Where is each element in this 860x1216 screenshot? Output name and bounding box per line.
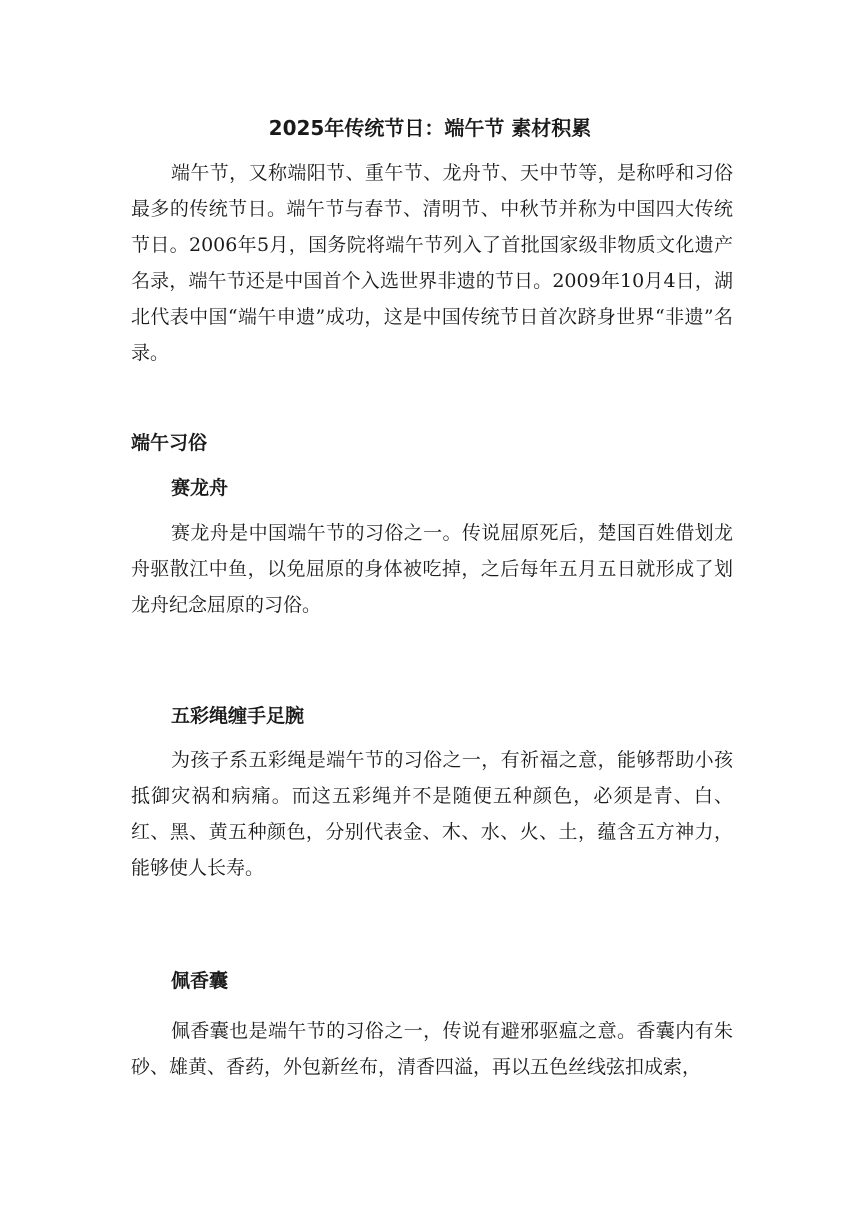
- custom-heading-dragon-boat: 赛龙舟: [171, 477, 229, 499]
- custom-paragraph-five-color-rope: 为孩子系五彩绳是端午节的习俗之一，有祈福之意，能够帮助小孩抵御灾祸和病痛。而这五彩绳并不是随便五种颜色，必须是青、白、红、黑、黄五种颜色，分别代表金、木、水、火、土，蕴含五方神力，能够使人长寿。: [131, 749, 733, 879]
- intro-paragraph: 端午节，又称端阳节、重午节、龙舟节、天中节等，是称呼和习俗最多的传统节日。端午节与春节、清明节、中秋节并称为中国四大传统节日。2006年5月，国务院将端午节列入了首批国家级非物质文化遗产名录，端午节还是中国首个入选世界非遗的节日。2009年10月4日，湖北代表中国“端午申遗”成功，这是中国传统节日首次跻身世界“非遗”名录。: [131, 162, 733, 364]
- custom-paragraph-sachet: 佩香囊也是端午节的习俗之一，传说有避邪驱瘟之意。香囊内有朱砂、雄黄、香药，外包新丝布，清香四溢，再以五色丝线弦扣成索，: [131, 1020, 733, 1078]
- custom-heading-five-color-rope: 五彩绳缠手足腕: [171, 705, 305, 727]
- custom-paragraph-dragon-boat: 赛龙舟是中国端午节的习俗之一。传说屈原死后，楚国百姓借划龙舟驱散江中鱼，以免屈原的身体被吃掉，之后每年五月五日就形成了划龙舟纪念屈原的习俗。: [131, 522, 733, 616]
- document-title: 2025年传统节日：端午节 素材积累: [268, 116, 592, 140]
- custom-heading-sachet: 佩香囊: [171, 970, 229, 992]
- section-heading: 端午习俗: [131, 432, 208, 454]
